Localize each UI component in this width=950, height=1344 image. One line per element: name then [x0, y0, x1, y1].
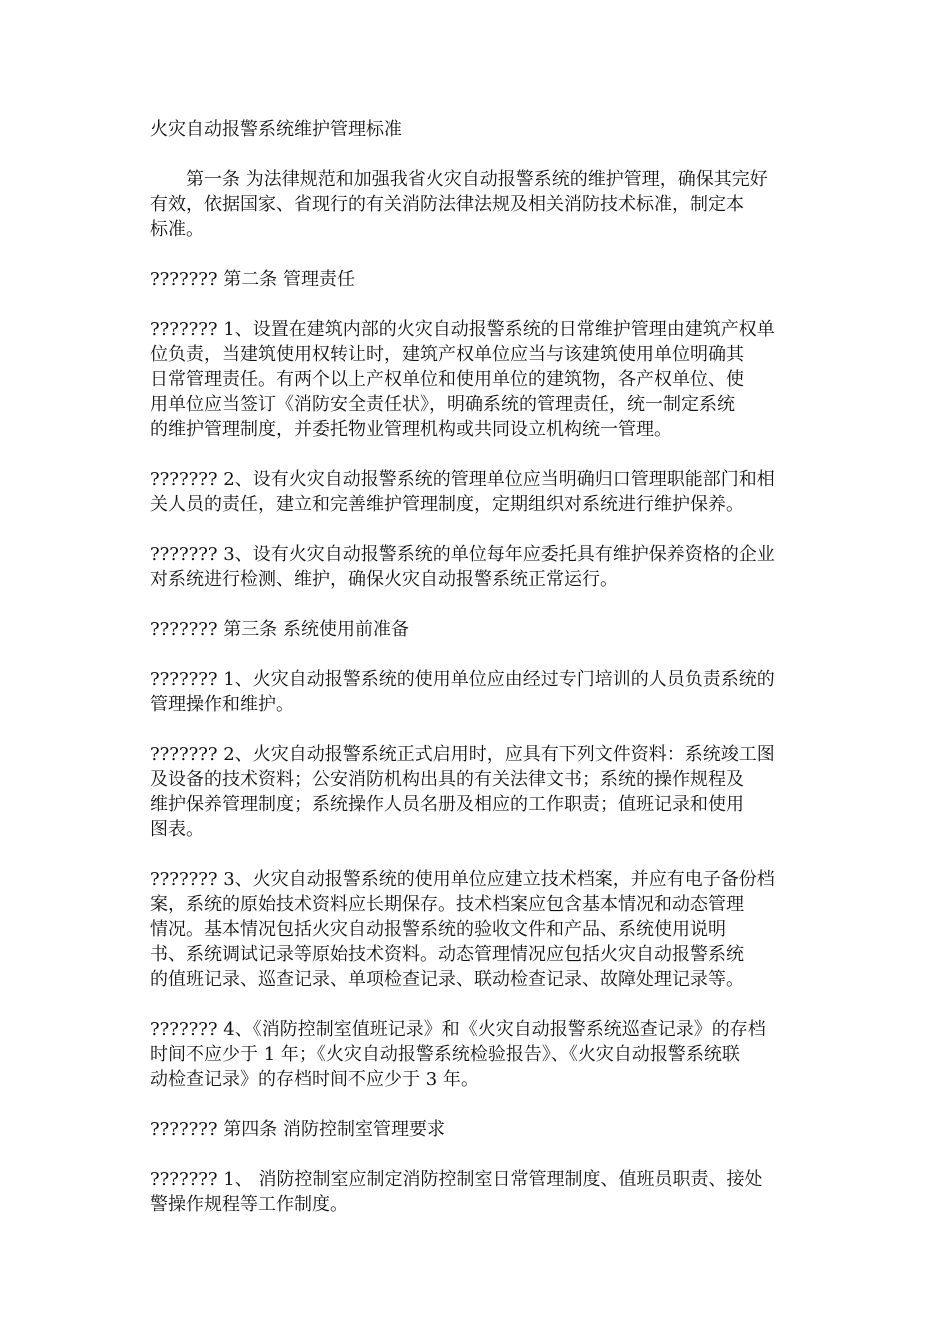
paragraph-line: 书、系统调试记录等原始技术资料。动态管理情况应包括火灾自动报警系统	[150, 944, 744, 965]
paragraph	[150, 742, 810, 842]
paragraph-line: 警操作规程等工作制度。	[150, 1194, 348, 1215]
paragraph-line: 动检查记录》的存档时间不应少于 3 年。	[150, 1069, 479, 1090]
paragraph-line: 日常管理责任。有两个以上产权单位和使用单位的建筑物，各产权单位、使	[150, 369, 744, 390]
paragraph	[150, 1017, 810, 1092]
paragraph-line: 关人员的责任，建立和完善维护管理制度，定期组织对系统进行维护保养。	[150, 494, 744, 515]
paragraph-line: 第一条 为法律规范和加强我省火灾自动报警系统的维护管理，确保其完好	[186, 169, 768, 190]
paragraph-line: ??????? 2、设有火灾自动报警系统的管理单位应当明确归口管理职能部门和相	[150, 469, 775, 490]
paragraph-line: ??????? 2、火灾自动报警系统正式启用时，应具有下列文件资料：系统竣工图	[150, 744, 775, 765]
paragraph-line: 的值班记录、巡查记录、单项检查记录、联动检查记录、故障处理记录等。	[150, 969, 744, 990]
paragraph-line: 时间不应少于 1 年；《火灾自动报警系统检验报告》、《火灾自动报警系统联	[150, 1044, 740, 1065]
paragraph-line: 对系统进行检测、维护，确保火灾自动报警系统正常运行。	[150, 569, 618, 590]
paragraph-line: ??????? 1、设置在建筑内部的火灾自动报警系统的日常维护管理由建筑产权单	[150, 319, 775, 340]
paragraph-line: ??????? 4、《消防控制室值班记录》和《火灾自动报警系统巡查记录》的存档	[150, 1019, 766, 1040]
paragraph-line: 有效，依据国家、省现行的有关消防法律法规及相关消防技术标准，制定本	[150, 194, 744, 215]
paragraph	[150, 1167, 810, 1217]
paragraph	[150, 267, 810, 292]
paragraph-line: 的维护管理制度，并委托物业管理机构或共同设立机构统一管理。	[150, 419, 672, 440]
paragraph-line: ??????? 3、火灾自动报警系统的使用单位应建立技术档案，并应有电子备份档	[150, 869, 775, 890]
paragraph-line: ??????? 3、设有火灾自动报警系统的单位每年应委托具有维护保养资格的企业	[150, 544, 775, 565]
paragraph-line: ??????? 1、 消防控制室应制定消防控制室日常管理制度、值班员职责、接处	[150, 1169, 763, 1190]
paragraph	[150, 1117, 810, 1142]
paragraph-line: 维护保养管理制度；系统操作人员名册及相应的工作职责；值班记录和使用	[150, 794, 744, 815]
paragraph-line: 管理操作和维护。	[150, 694, 294, 715]
paragraph-line: 案，系统的原始技术资料应长期保存。技术档案应包含基本情况和动态管理	[150, 894, 744, 915]
paragraph	[150, 317, 810, 442]
paragraph-line: ??????? 1、火灾自动报警系统的使用单位应由经过专门培训的人员负责系统的	[150, 669, 775, 690]
paragraph-line: ??????? 第三条 系统使用前准备	[150, 619, 409, 640]
paragraph	[150, 617, 810, 642]
paragraph-line: 用单位应当签订《消防安全责任状》，明确系统的管理责任，统一制定系统	[150, 394, 735, 415]
paragraph	[150, 467, 810, 517]
document-body	[150, 167, 810, 1217]
paragraph-line: 标准。	[150, 219, 204, 240]
paragraph-line: 图表。	[150, 819, 204, 840]
paragraph-line: ??????? 第二条 管理责任	[150, 269, 355, 290]
paragraph-line: 及设备的技术资料；公安消防机构出具的有关法律文书；系统的操作规程及	[150, 769, 744, 790]
paragraph-line: 情况。基本情况包括火灾自动报警系统的验收文件和产品、系统使用说明	[150, 919, 726, 940]
paragraph	[150, 167, 810, 242]
document-title: 火灾自动报警系统维护管理标准	[150, 119, 402, 140]
paragraph-line: 位负责，当建筑使用权转让时，建筑产权单位应当与该建筑使用单位明确其	[150, 344, 744, 365]
paragraph	[150, 867, 810, 992]
paragraph-line: ??????? 第四条 消防控制室管理要求	[150, 1119, 445, 1140]
document-page	[150, 117, 810, 1242]
paragraph	[150, 667, 810, 717]
paragraph	[150, 542, 810, 592]
